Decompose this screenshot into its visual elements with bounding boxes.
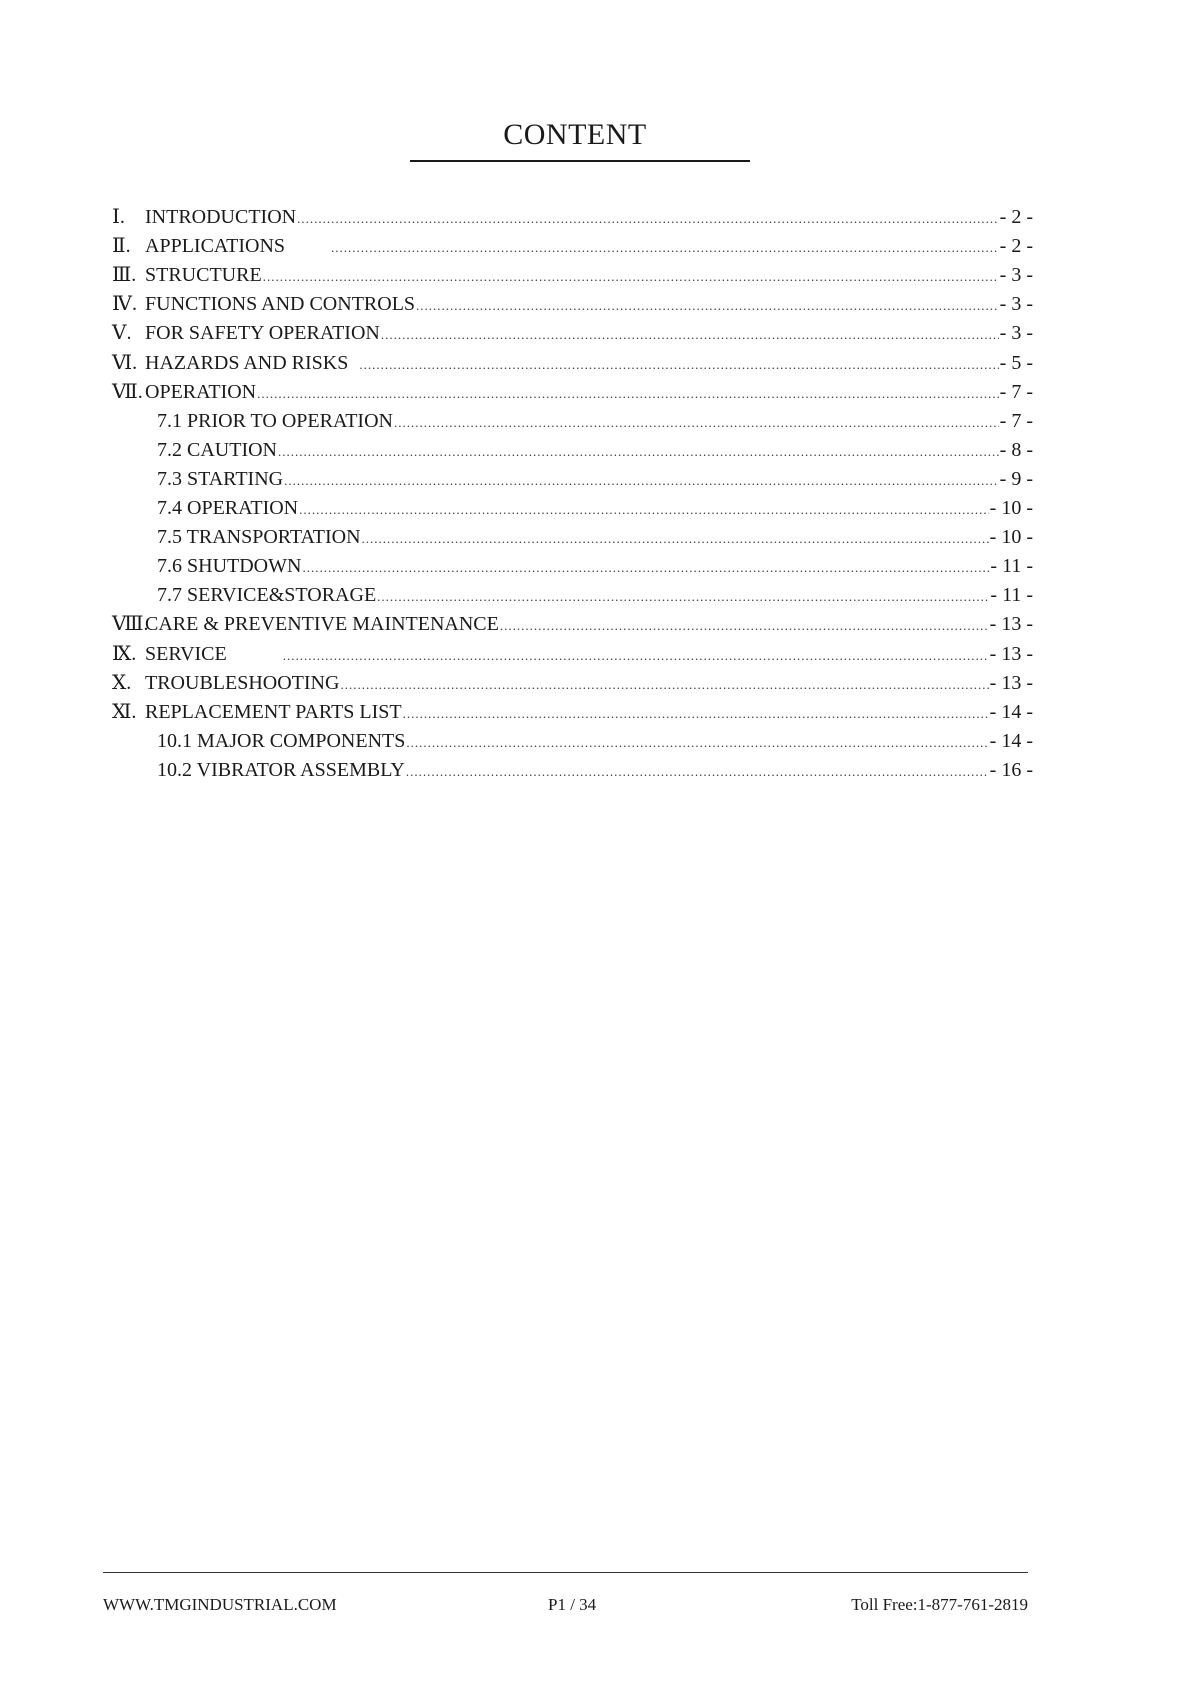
toc-entry-page: - 2 - bbox=[999, 206, 1033, 228]
toc-entry-numeral: Ⅵ. bbox=[112, 352, 138, 374]
toc-entry-page: - 10 - bbox=[989, 497, 1033, 519]
toc-entry-page: - 11 - bbox=[990, 555, 1033, 577]
toc-entry-page: - 10 - bbox=[989, 526, 1033, 548]
toc-entry[interactable] bbox=[0, 377, 1191, 408]
toc-entry[interactable] bbox=[0, 289, 1191, 320]
toc-entry[interactable] bbox=[0, 260, 1191, 291]
toc-entry-line bbox=[157, 726, 1033, 758]
toc-entry-label: 10.1 MAJOR COMPONENTS bbox=[157, 730, 406, 752]
toc-entry-numeral: Ⅺ. bbox=[112, 701, 137, 723]
toc-entry-line bbox=[157, 580, 1033, 612]
toc-entry-page: - 11 - bbox=[990, 584, 1033, 606]
dot-leader bbox=[257, 378, 999, 409]
toc-entry[interactable] bbox=[0, 697, 1191, 728]
dot-leader bbox=[394, 407, 999, 438]
toc-entry-label: STRUCTURE bbox=[145, 264, 262, 286]
toc-entry-label: TROUBLESHOOTING bbox=[145, 672, 340, 694]
toc-entry-line bbox=[157, 522, 1033, 554]
toc-entry-label: CARE & PREVENTIVE MAINTENANCE bbox=[145, 613, 499, 635]
toc-entry-label: 7.1 PRIOR TO OPERATION bbox=[157, 410, 393, 432]
footer-website[interactable]: WWW.TMGINDUSTRIAL.COM bbox=[103, 1595, 337, 1614]
toc-entry[interactable] bbox=[0, 493, 1191, 524]
toc-entry-numeral: Ⅳ. bbox=[112, 293, 137, 315]
toc-entry-page: - 2 - bbox=[999, 235, 1033, 257]
toc-entry-label: 7.6 SHUTDOWN bbox=[157, 555, 302, 577]
toc-entry-numeral: Ⅷ. bbox=[112, 613, 149, 635]
dot-leader bbox=[284, 465, 999, 496]
toc-entry-line bbox=[157, 493, 1033, 525]
dot-leader bbox=[359, 349, 998, 380]
toc-entry-label: INTRODUCTION bbox=[145, 206, 297, 228]
toc-entry-numeral: Ⅹ. bbox=[112, 672, 132, 694]
toc-entry-label: 7.7 SERVICE&STORAGE bbox=[157, 584, 377, 606]
toc-entry[interactable] bbox=[0, 668, 1191, 699]
toc-entry[interactable] bbox=[0, 202, 1191, 233]
dot-leader bbox=[416, 290, 999, 321]
footer-page-indicator: P1 / 34 bbox=[548, 1595, 597, 1614]
toc-entry-numeral: Ⅸ. bbox=[112, 643, 137, 665]
footer-divider bbox=[103, 1572, 1028, 1573]
dot-leader bbox=[302, 552, 989, 583]
dot-leader bbox=[362, 523, 989, 554]
toc-entry-label: 7.4 OPERATION bbox=[157, 497, 299, 519]
dot-leader bbox=[500, 610, 989, 641]
toc-entry-label: SERVICE bbox=[145, 643, 282, 665]
toc-entry-page: - 13 - bbox=[989, 643, 1033, 665]
toc-entry[interactable] bbox=[0, 726, 1191, 757]
toc-entry-page: - 13 - bbox=[989, 672, 1033, 694]
toc-entry-line bbox=[145, 260, 1033, 292]
toc-entry-page: - 16 - bbox=[989, 759, 1033, 781]
toc-entry-line bbox=[145, 639, 1033, 671]
toc-entry-page: - 7 - bbox=[999, 410, 1033, 432]
toc-entry-numeral: Ⅰ. bbox=[112, 206, 125, 228]
toc-entry-label: APPLICATIONS bbox=[145, 235, 331, 257]
toc-entry-line bbox=[145, 231, 1033, 263]
dot-leader bbox=[406, 756, 989, 787]
toc-entry-label: REPLACEMENT PARTS LIST bbox=[145, 701, 402, 723]
dot-leader bbox=[263, 261, 999, 292]
toc-entry-numeral: Ⅱ. bbox=[112, 235, 131, 257]
toc-entry[interactable] bbox=[0, 609, 1191, 640]
toc-entry-numeral: Ⅴ. bbox=[112, 322, 132, 344]
toc-entry[interactable] bbox=[0, 231, 1191, 262]
toc-entry-line bbox=[145, 318, 1033, 350]
toc-entry-line bbox=[145, 668, 1033, 700]
toc-entry-page: - 7 - bbox=[999, 381, 1033, 403]
page-title: CONTENT bbox=[503, 118, 647, 151]
toc-entry[interactable] bbox=[0, 639, 1191, 670]
toc-entry-page: - 9 - bbox=[999, 468, 1033, 490]
toc-entry[interactable] bbox=[0, 755, 1191, 786]
toc-entry-label: HAZARDS AND RISKS bbox=[145, 352, 359, 374]
toc-entry-line bbox=[157, 435, 1033, 467]
footer-phone: Toll Free:1-877-761-2819 bbox=[851, 1595, 1028, 1614]
toc-entry[interactable] bbox=[0, 435, 1191, 466]
dot-leader bbox=[377, 581, 989, 612]
toc-entry[interactable] bbox=[0, 318, 1191, 349]
toc-entry-page: - 3 - bbox=[999, 322, 1033, 344]
toc-entry-line bbox=[157, 551, 1033, 583]
dot-leader bbox=[299, 494, 989, 525]
dot-leader bbox=[331, 232, 999, 263]
toc-entry[interactable] bbox=[0, 551, 1191, 582]
dot-leader bbox=[403, 698, 989, 729]
toc-entry[interactable] bbox=[0, 464, 1191, 495]
toc-entry-page: - 14 - bbox=[989, 701, 1033, 723]
toc-entry-label: FOR SAFETY OPERATION bbox=[145, 322, 380, 344]
toc-entry-page: - 13 - bbox=[989, 613, 1033, 635]
toc-entry-label: FUNCTIONS AND CONTROLS bbox=[145, 293, 416, 315]
dot-leader bbox=[381, 319, 999, 350]
toc-entry[interactable] bbox=[0, 348, 1191, 379]
toc-entry-label: 7.2 CAUTION bbox=[157, 439, 277, 461]
toc-entry-line bbox=[157, 755, 1033, 787]
dot-leader bbox=[340, 669, 988, 700]
toc-entry-line bbox=[145, 697, 1033, 729]
toc-entry-page: - 3 - bbox=[999, 264, 1033, 286]
toc-entry[interactable] bbox=[0, 522, 1191, 553]
toc-entry-line bbox=[145, 609, 1033, 641]
title-underline bbox=[410, 160, 750, 162]
toc-entry-label: 7.3 STARTING bbox=[157, 468, 284, 490]
dot-leader bbox=[297, 203, 999, 234]
dot-leader bbox=[278, 436, 999, 467]
toc-entry-line bbox=[157, 464, 1033, 496]
toc-entry-line bbox=[145, 202, 1033, 234]
toc-entry-line bbox=[145, 348, 1033, 380]
dot-leader bbox=[283, 640, 989, 671]
toc-entry[interactable] bbox=[0, 406, 1191, 437]
toc-entry-line bbox=[145, 289, 1033, 321]
toc-entry[interactable] bbox=[0, 580, 1191, 611]
toc-entry-label: 7.5 TRANSPORTATION bbox=[157, 526, 361, 548]
toc-entry-line bbox=[157, 406, 1033, 438]
toc-entry-page: - 5 - bbox=[999, 352, 1033, 374]
toc-entry-label: OPERATION bbox=[145, 381, 257, 403]
dot-leader bbox=[406, 727, 988, 758]
toc-entry-page: - 8 - bbox=[999, 439, 1033, 461]
toc-entry-page: - 3 - bbox=[999, 293, 1033, 315]
toc-entry-label: 10.2 VIBRATOR ASSEMBLY bbox=[157, 759, 405, 781]
toc-entry-numeral: Ⅶ. bbox=[112, 381, 143, 403]
toc-entry-page: - 14 - bbox=[989, 730, 1033, 752]
toc-entry-numeral: Ⅲ. bbox=[112, 264, 137, 286]
toc-entry-line bbox=[145, 377, 1033, 409]
